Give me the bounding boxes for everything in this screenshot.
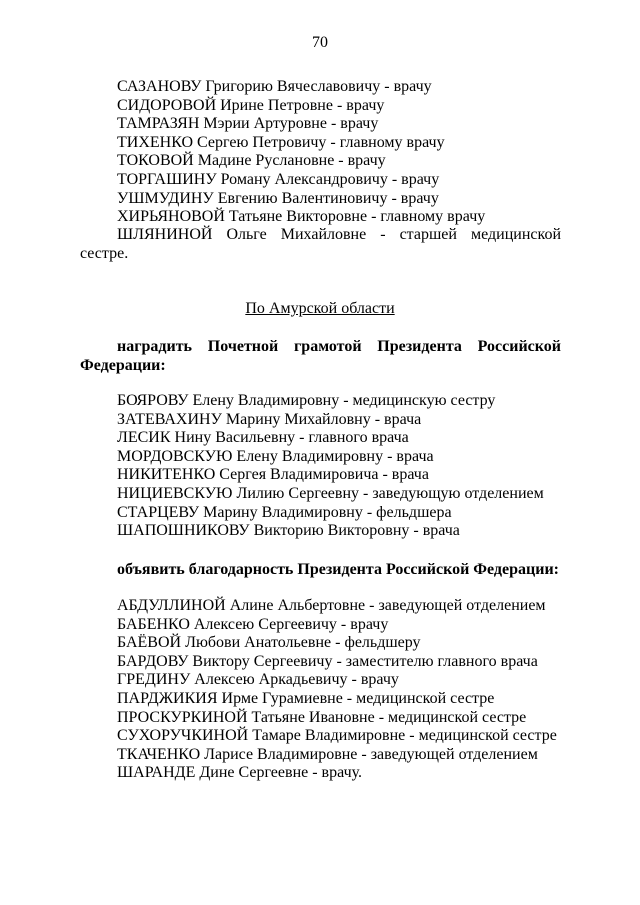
list-item: НИКИТЕНКО Сергея Владимировича - врача xyxy=(117,466,429,484)
list-item: АБДУЛЛИНОЙ Алине Альбертовне - заведующей отделением xyxy=(117,597,546,614)
award-heading-gratitude: объявить благодарность Президента Российской Федерации: xyxy=(117,561,559,578)
list-item: ТКАЧЕНКО Ларисе Владимировне - заведующей отделением xyxy=(117,745,538,763)
list-item: БАРДОВУ Виктору Сергеевичу - заместителю главного врача xyxy=(117,652,538,670)
list-item: СУХОРУЧКИНОЙ Тамаре Владимировне - медицинской сестре xyxy=(117,727,557,745)
list-item: УШМУДИНУ Евгению Валентиновичу - врачу xyxy=(117,189,439,207)
list-item-last-line1: ШЛЯНИНОЙ Ольге Михайловне - старшей медицинской xyxy=(117,226,561,243)
award-heading-line2: Федерации: xyxy=(80,357,166,374)
award-heading-line1: наградить Почетной грамотой Президента Российской xyxy=(117,338,561,355)
award-list-gratitude xyxy=(117,597,567,783)
list-item: МОРДОВСКУЮ Елену Владимировну - врача xyxy=(117,447,434,465)
region-heading: По Амурской области xyxy=(245,300,395,317)
list-item: ТОРГАШИНУ Роману Александровичу - врачу xyxy=(117,170,440,188)
list-item: НИЦИЕВСКУЮ Лилию Сергеевну - заведующую отделением xyxy=(117,484,544,502)
list-item: ТИХЕНКО Сергею Петровичу - главному врачу xyxy=(117,133,445,151)
list-item: ШАПОШНИКОВУ Викторию Викторовну - врача xyxy=(117,522,460,540)
list-item: СИДОРОВОЙ Ирине Петровне - врачу xyxy=(117,96,385,114)
list-item: ЛЕСИК Нину Васильевну - главного врача xyxy=(117,429,409,447)
list-item: СТАРЦЕВУ Марину Владимировну - фельдшера xyxy=(117,503,452,521)
list-item: ЗАТЕВАХИНУ Марину Михайловну - врача xyxy=(117,410,422,428)
list-item: ШАРАНДЕ Дине Сергеевне - врачу. xyxy=(117,764,363,782)
list-item: ТАМРАЗЯН Мэрии Артуровне - врачу xyxy=(117,115,379,133)
list-item: ПРОСКУРКИНОЙ Татьяне Ивановне - медицинской сестре xyxy=(117,708,527,726)
award-list-certificate xyxy=(117,392,567,541)
recipient-list-continued xyxy=(117,78,567,227)
list-item: БАЁВОЙ Любови Анатольевне - фельдшеру xyxy=(117,634,421,652)
list-item: БОЯРОВУ Елену Владимировну - медицинскую сестру xyxy=(117,392,496,409)
list-item: ТОКОВОЙ Мадине Руслановне - врачу xyxy=(117,152,386,170)
list-item: ГРЕДИНУ Алексею Аркадьевичу - врачу xyxy=(117,671,399,689)
list-item: САЗАНОВУ Григорию Вячеславовичу - врачу xyxy=(117,78,432,95)
list-item: ПАРДЖИКИЯ Ирме Гурамиевне - медицинской сестре xyxy=(117,689,495,707)
list-item-last-line2: сестре. xyxy=(80,245,129,262)
list-item: БАБЕНКО Алексею Сергеевичу - врачу xyxy=(117,615,389,633)
page-number: 70 xyxy=(312,34,328,51)
list-item: ХИРЬЯНОВОЙ Татьяне Викторовне - главному врачу xyxy=(117,208,486,226)
